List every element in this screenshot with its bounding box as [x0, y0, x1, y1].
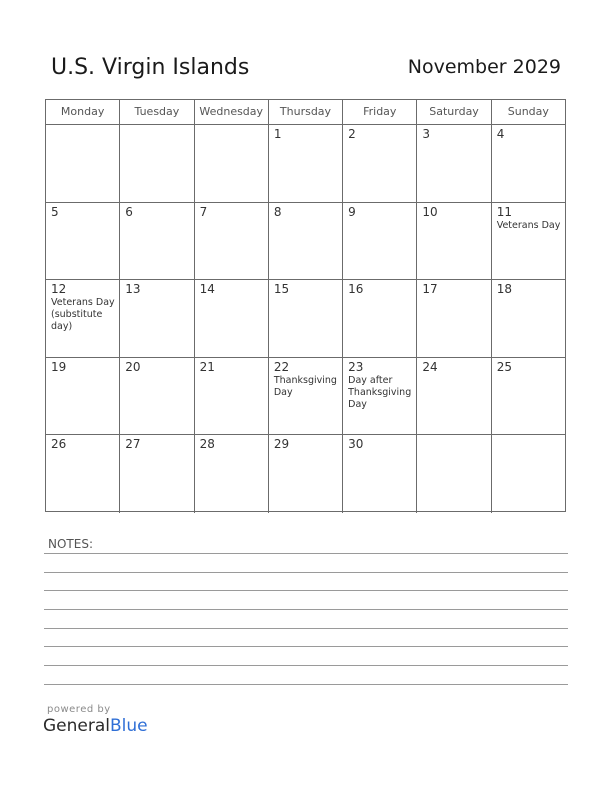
day-cell — [417, 203, 491, 280]
weekday-saturday: Saturday — [417, 100, 491, 124]
day-cell — [120, 358, 194, 435]
day-cell — [343, 280, 417, 357]
note-line — [44, 665, 568, 666]
weekday-monday: Monday — [46, 100, 120, 124]
day-cell — [417, 435, 491, 513]
day-number: 27 — [125, 437, 141, 452]
day-cell — [492, 358, 565, 435]
week-row — [46, 280, 565, 358]
day-cell — [417, 280, 491, 357]
day-cell — [195, 280, 269, 357]
day-cell — [46, 435, 120, 513]
day-number: 10 — [422, 204, 438, 219]
day-number: 25 — [496, 359, 512, 374]
week-row — [46, 203, 565, 281]
powered-by-text: powered by — [47, 704, 111, 715]
calendar-grid — [45, 99, 566, 512]
day-cell — [195, 435, 269, 513]
day-number: 3 — [422, 127, 431, 141]
brand-general: General — [43, 716, 110, 736]
day-number: 15 — [273, 282, 290, 297]
day-cell — [269, 280, 343, 357]
note-line — [44, 572, 568, 573]
day-number: 30 — [348, 437, 364, 452]
note-line — [44, 646, 568, 647]
day-number: 21 — [199, 359, 215, 374]
day-cell — [46, 125, 120, 202]
day-cell — [492, 203, 565, 280]
day-number: 6 — [125, 204, 133, 219]
notes-label: NOTES: — [48, 537, 93, 551]
day-number: 14 — [199, 282, 215, 297]
week-row — [46, 358, 565, 436]
day-cell — [492, 435, 565, 513]
month-year-title: November 2029 — [407, 56, 561, 78]
day-number: 26 — [51, 437, 67, 452]
day-cell — [195, 125, 269, 202]
holiday-label: Veterans Day — [496, 219, 561, 231]
day-cell — [269, 435, 343, 513]
day-number: 23 — [348, 359, 364, 374]
day-cell — [269, 125, 343, 202]
day-number: 4 — [496, 127, 505, 141]
day-number: 16 — [348, 282, 364, 297]
day-cell — [120, 203, 194, 280]
day-cell — [46, 203, 120, 280]
region-title: U.S. Virgin Islands — [51, 55, 250, 80]
day-cell — [343, 125, 417, 202]
day-number: 2 — [348, 127, 356, 141]
weekday-wednesday: Wednesday — [195, 100, 269, 124]
day-number: 19 — [51, 359, 67, 374]
note-line — [44, 628, 568, 629]
holiday-label: Veterans Day (substitute day) — [51, 297, 115, 333]
day-cell — [46, 358, 120, 435]
note-line — [44, 553, 568, 554]
day-number: 17 — [422, 282, 438, 297]
day-cell — [417, 358, 491, 435]
weekday-header — [46, 100, 565, 125]
note-line — [44, 684, 568, 685]
day-cell — [46, 280, 120, 357]
day-number: 8 — [273, 204, 282, 219]
day-cell — [343, 435, 417, 513]
day-number: 13 — [125, 282, 141, 297]
day-cell — [269, 358, 343, 435]
holiday-label: Thanksgiving Day — [273, 374, 337, 398]
day-cell — [269, 203, 343, 280]
week-row — [46, 435, 565, 513]
note-line — [44, 609, 568, 610]
weeks-container — [46, 125, 565, 513]
day-number: 29 — [273, 437, 290, 452]
day-cell — [195, 203, 269, 280]
day-number: 9 — [348, 204, 356, 219]
brand-logo — [43, 716, 148, 736]
day-number: 18 — [496, 282, 512, 297]
week-row — [46, 125, 565, 203]
day-cell — [120, 280, 194, 357]
day-number: 12 — [51, 282, 67, 297]
day-number: 7 — [199, 204, 208, 219]
brand-blue: Blue — [110, 716, 148, 736]
weekday-sunday: Sunday — [507, 105, 549, 118]
day-cell — [343, 203, 417, 280]
day-number: 1 — [273, 127, 282, 141]
day-cell — [343, 358, 417, 435]
day-number: 22 — [273, 359, 290, 374]
day-cell — [492, 280, 565, 357]
day-cell — [120, 125, 194, 202]
day-number: 5 — [51, 204, 59, 219]
day-cell — [120, 435, 194, 513]
note-line — [44, 590, 568, 591]
day-cell — [492, 125, 565, 202]
weekday-thursday: Thursday — [269, 100, 343, 124]
day-cell — [417, 125, 491, 202]
day-number: 20 — [125, 359, 141, 374]
weekday-friday: Friday — [343, 100, 417, 124]
day-cell — [195, 358, 269, 435]
holiday-label: Day after Thanksgiving Day — [348, 374, 412, 410]
weekday-tuesday: Tuesday — [120, 100, 194, 124]
day-number: 24 — [422, 359, 438, 374]
day-number: 11 — [496, 204, 512, 219]
day-number: 28 — [199, 437, 215, 452]
